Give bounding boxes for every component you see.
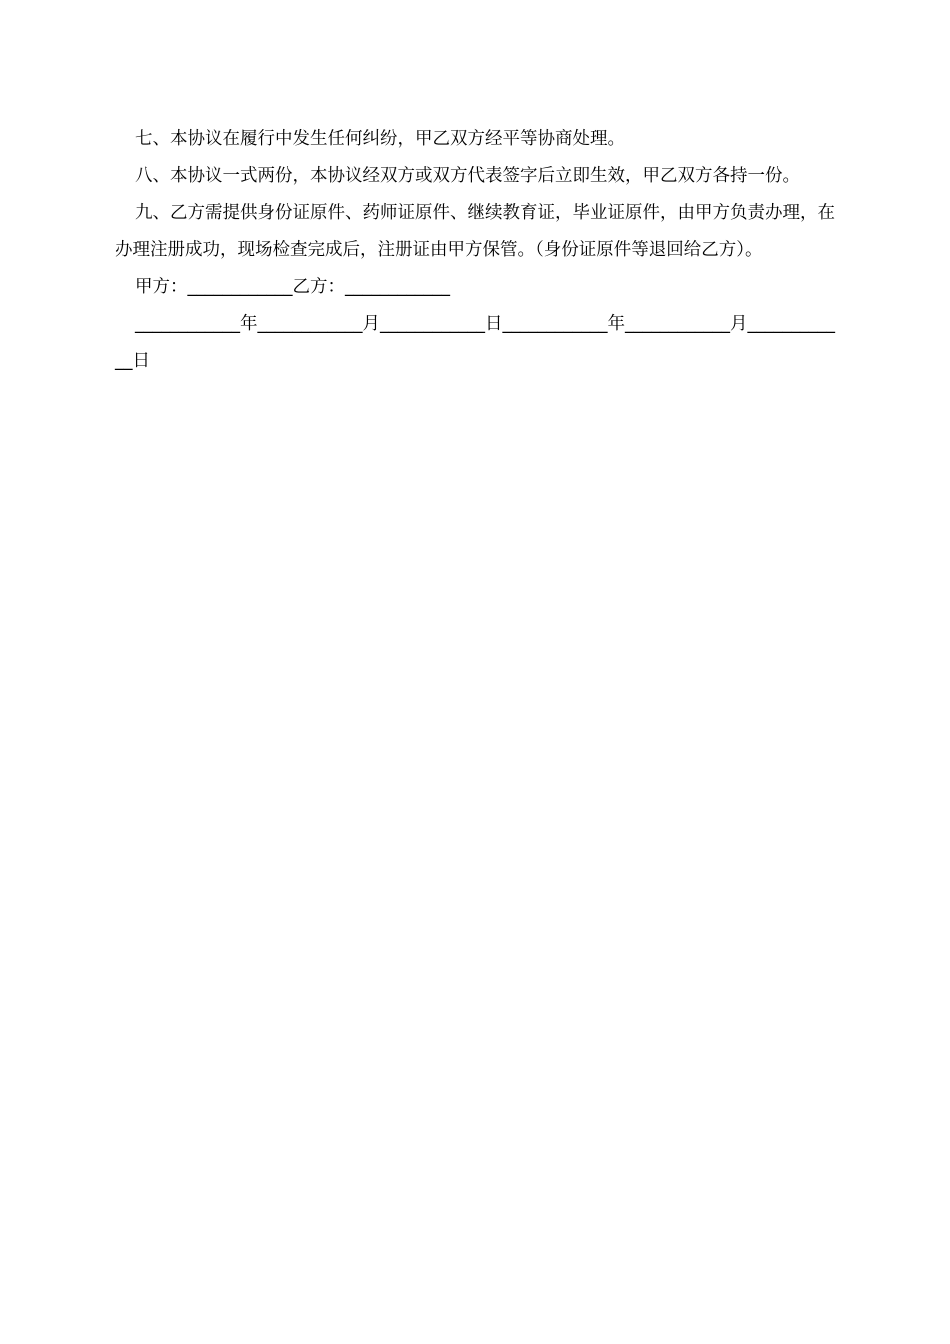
- document-body: [115, 121, 837, 380]
- signature-line: 甲方：____________乙方：____________: [135, 277, 450, 297]
- date-line: ____________年____________月____________日____________年____________月____________日: [115, 314, 835, 371]
- clause-8: 八、本协议一式两份，本协议经双方或双方代表签字后立即生效，甲乙双方各持一份。: [135, 166, 800, 186]
- clause-9: 九、乙方需提供身份证原件、药师证原件、继续教育证，毕业证原件，由甲方负责办理，在办理注册成功，现场检查完成后，注册证由甲方保管。（身份证原件等退回给乙方）。: [115, 203, 835, 260]
- clause-7: 七、本协议在履行中发生任何纠纷，甲乙双方经平等协商处理。: [135, 129, 625, 149]
